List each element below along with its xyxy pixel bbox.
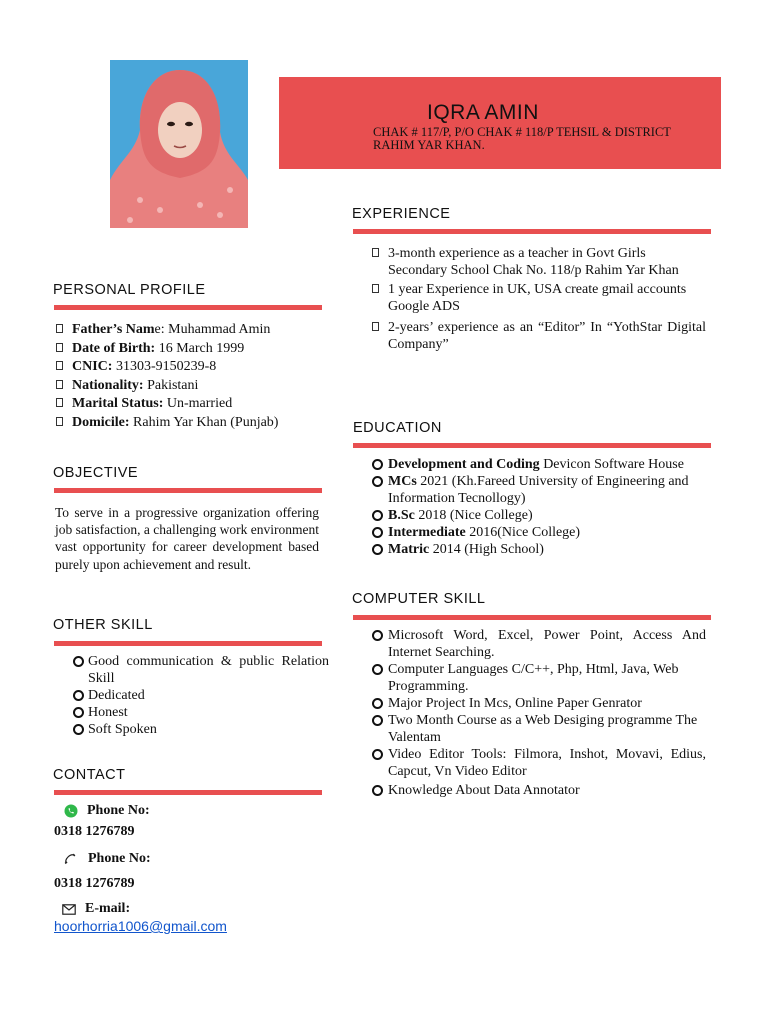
circle-bullet-icon <box>73 690 84 701</box>
section-rule <box>54 488 322 493</box>
list-item: Good communication & public Relation Skill <box>73 653 329 687</box>
other-skill-list <box>73 653 329 738</box>
list-item: 1 year Experience in UK, USA create gmail accounts Google ADS <box>372 281 706 315</box>
phone-value-2: 0318 1276789 <box>54 876 135 891</box>
list-item: Date of Birth: 16 March 1999 <box>56 340 326 357</box>
list-item: Nationality: Pakistani <box>56 377 326 394</box>
list-item: Father’s Name: Muhammad Amin <box>56 321 326 338</box>
circle-bullet-icon <box>372 544 383 555</box>
circle-bullet-icon <box>372 698 383 709</box>
circle-bullet-icon <box>73 656 84 667</box>
personal-profile-list <box>56 321 326 431</box>
phone-label-2: Phone No: <box>88 851 151 866</box>
section-rule <box>54 305 322 310</box>
email-link[interactable]: hoorhorria1006@gmail.com <box>54 918 227 934</box>
checkbox-bullet-icon <box>56 343 63 352</box>
section-title-education: EDUCATION <box>353 420 442 436</box>
section-title-other-skill: OTHER SKILL <box>53 617 153 633</box>
address <box>373 126 713 152</box>
circle-bullet-icon <box>372 476 383 487</box>
phone-icon <box>63 852 77 866</box>
section-rule <box>353 615 711 620</box>
mail-icon <box>62 902 76 914</box>
list-item: Marital Status: Un-married <box>56 395 326 412</box>
checkbox-bullet-icon <box>56 324 63 333</box>
list-item: Two Month Course as a Web Desiging programme The Valentam <box>372 712 706 746</box>
section-title-personal-profile: PERSONAL PROFILE <box>53 282 206 298</box>
objective-text: To serve in a progressive organization offering job satisfaction, a challenging work environment vast opportunity for career development based purely upon achievement and result. <box>55 505 319 572</box>
experience-list <box>372 245 706 353</box>
circle-bullet-icon <box>372 715 383 726</box>
list-item: Knowledge About Data Annotator <box>372 782 706 799</box>
section-title-objective: OBJECTIVE <box>53 465 139 481</box>
list-item: Major Project In Mcs, Online Paper Genrator <box>372 695 706 712</box>
computer-skill-list <box>372 627 706 799</box>
checkbox-bullet-icon <box>372 248 379 257</box>
phone-label-1: Phone No: <box>87 803 150 818</box>
section-title-contact: CONTACT <box>53 767 126 783</box>
circle-bullet-icon <box>73 707 84 718</box>
address-line-2: RAHIM YAR KHAN. <box>373 138 485 152</box>
circle-bullet-icon <box>73 724 84 735</box>
list-item: Development and Coding Devicon Software House <box>372 456 722 473</box>
checkbox-bullet-icon <box>372 322 379 331</box>
list-item: Video Editor Tools: Filmora, Inshot, Movavi, Edius, Capcut, Vn Video Editor <box>372 746 706 780</box>
checkbox-bullet-icon <box>56 417 63 426</box>
circle-bullet-icon <box>372 510 383 521</box>
list-item: Soft Spoken <box>73 721 329 738</box>
section-rule <box>54 641 322 646</box>
list-item: 2-years’ experience as an “Editor” In “YothStar Digital Company” <box>372 319 706 353</box>
address-line-1: CHAK # 117/P, P/O CHAK # 118/P TEHSIL & DISTRICT <box>373 125 671 139</box>
education-list <box>372 456 722 558</box>
list-item: Microsoft Word, Excel, Power Point, Access And Internet Searching. <box>372 627 706 661</box>
circle-bullet-icon <box>372 749 383 760</box>
section-rule <box>54 790 322 795</box>
circle-bullet-icon <box>372 459 383 470</box>
list-item: Computer Languages C/C++, Php, Html, Java, Web Programming. <box>372 661 706 695</box>
whatsapp-icon <box>64 804 78 818</box>
checkbox-bullet-icon <box>56 398 63 407</box>
section-title-experience: EXPERIENCE <box>352 206 451 222</box>
section-rule <box>353 443 711 448</box>
person-name: IQRA AMIN <box>427 101 539 124</box>
profile-photo <box>110 60 248 228</box>
list-item: Intermediate 2016(Nice College) <box>372 524 722 541</box>
circle-bullet-icon <box>372 527 383 538</box>
checkbox-bullet-icon <box>56 361 63 370</box>
list-item: Honest <box>73 704 329 721</box>
section-rule <box>353 229 711 234</box>
list-item: B.Sc 2018 (Nice College) <box>372 507 722 524</box>
circle-bullet-icon <box>372 664 383 675</box>
name-banner <box>279 77 721 169</box>
checkbox-bullet-icon <box>372 284 379 293</box>
list-item: MCs 2021 (Kh.Fareed University of Engineering and Information Tecnollogy) <box>372 473 722 507</box>
phone-value-1: 0318 1276789 <box>54 824 135 839</box>
list-item: 3-month experience as a teacher in Govt Girls Secondary School Chak No. 118/p Rahim Yar Khan <box>372 245 706 279</box>
list-item: Matric 2014 (High School) <box>372 541 722 558</box>
circle-bullet-icon <box>372 630 383 641</box>
section-title-computer-skill: COMPUTER SKILL <box>352 591 486 607</box>
checkbox-bullet-icon <box>56 380 63 389</box>
email-label: E-mail: <box>85 901 131 916</box>
list-item: Domicile: Rahim Yar Khan (Punjab) <box>56 414 326 431</box>
circle-bullet-icon <box>372 785 383 796</box>
list-item: CNIC: 31303-9150239-8 <box>56 358 326 375</box>
list-item: Dedicated <box>73 687 329 704</box>
